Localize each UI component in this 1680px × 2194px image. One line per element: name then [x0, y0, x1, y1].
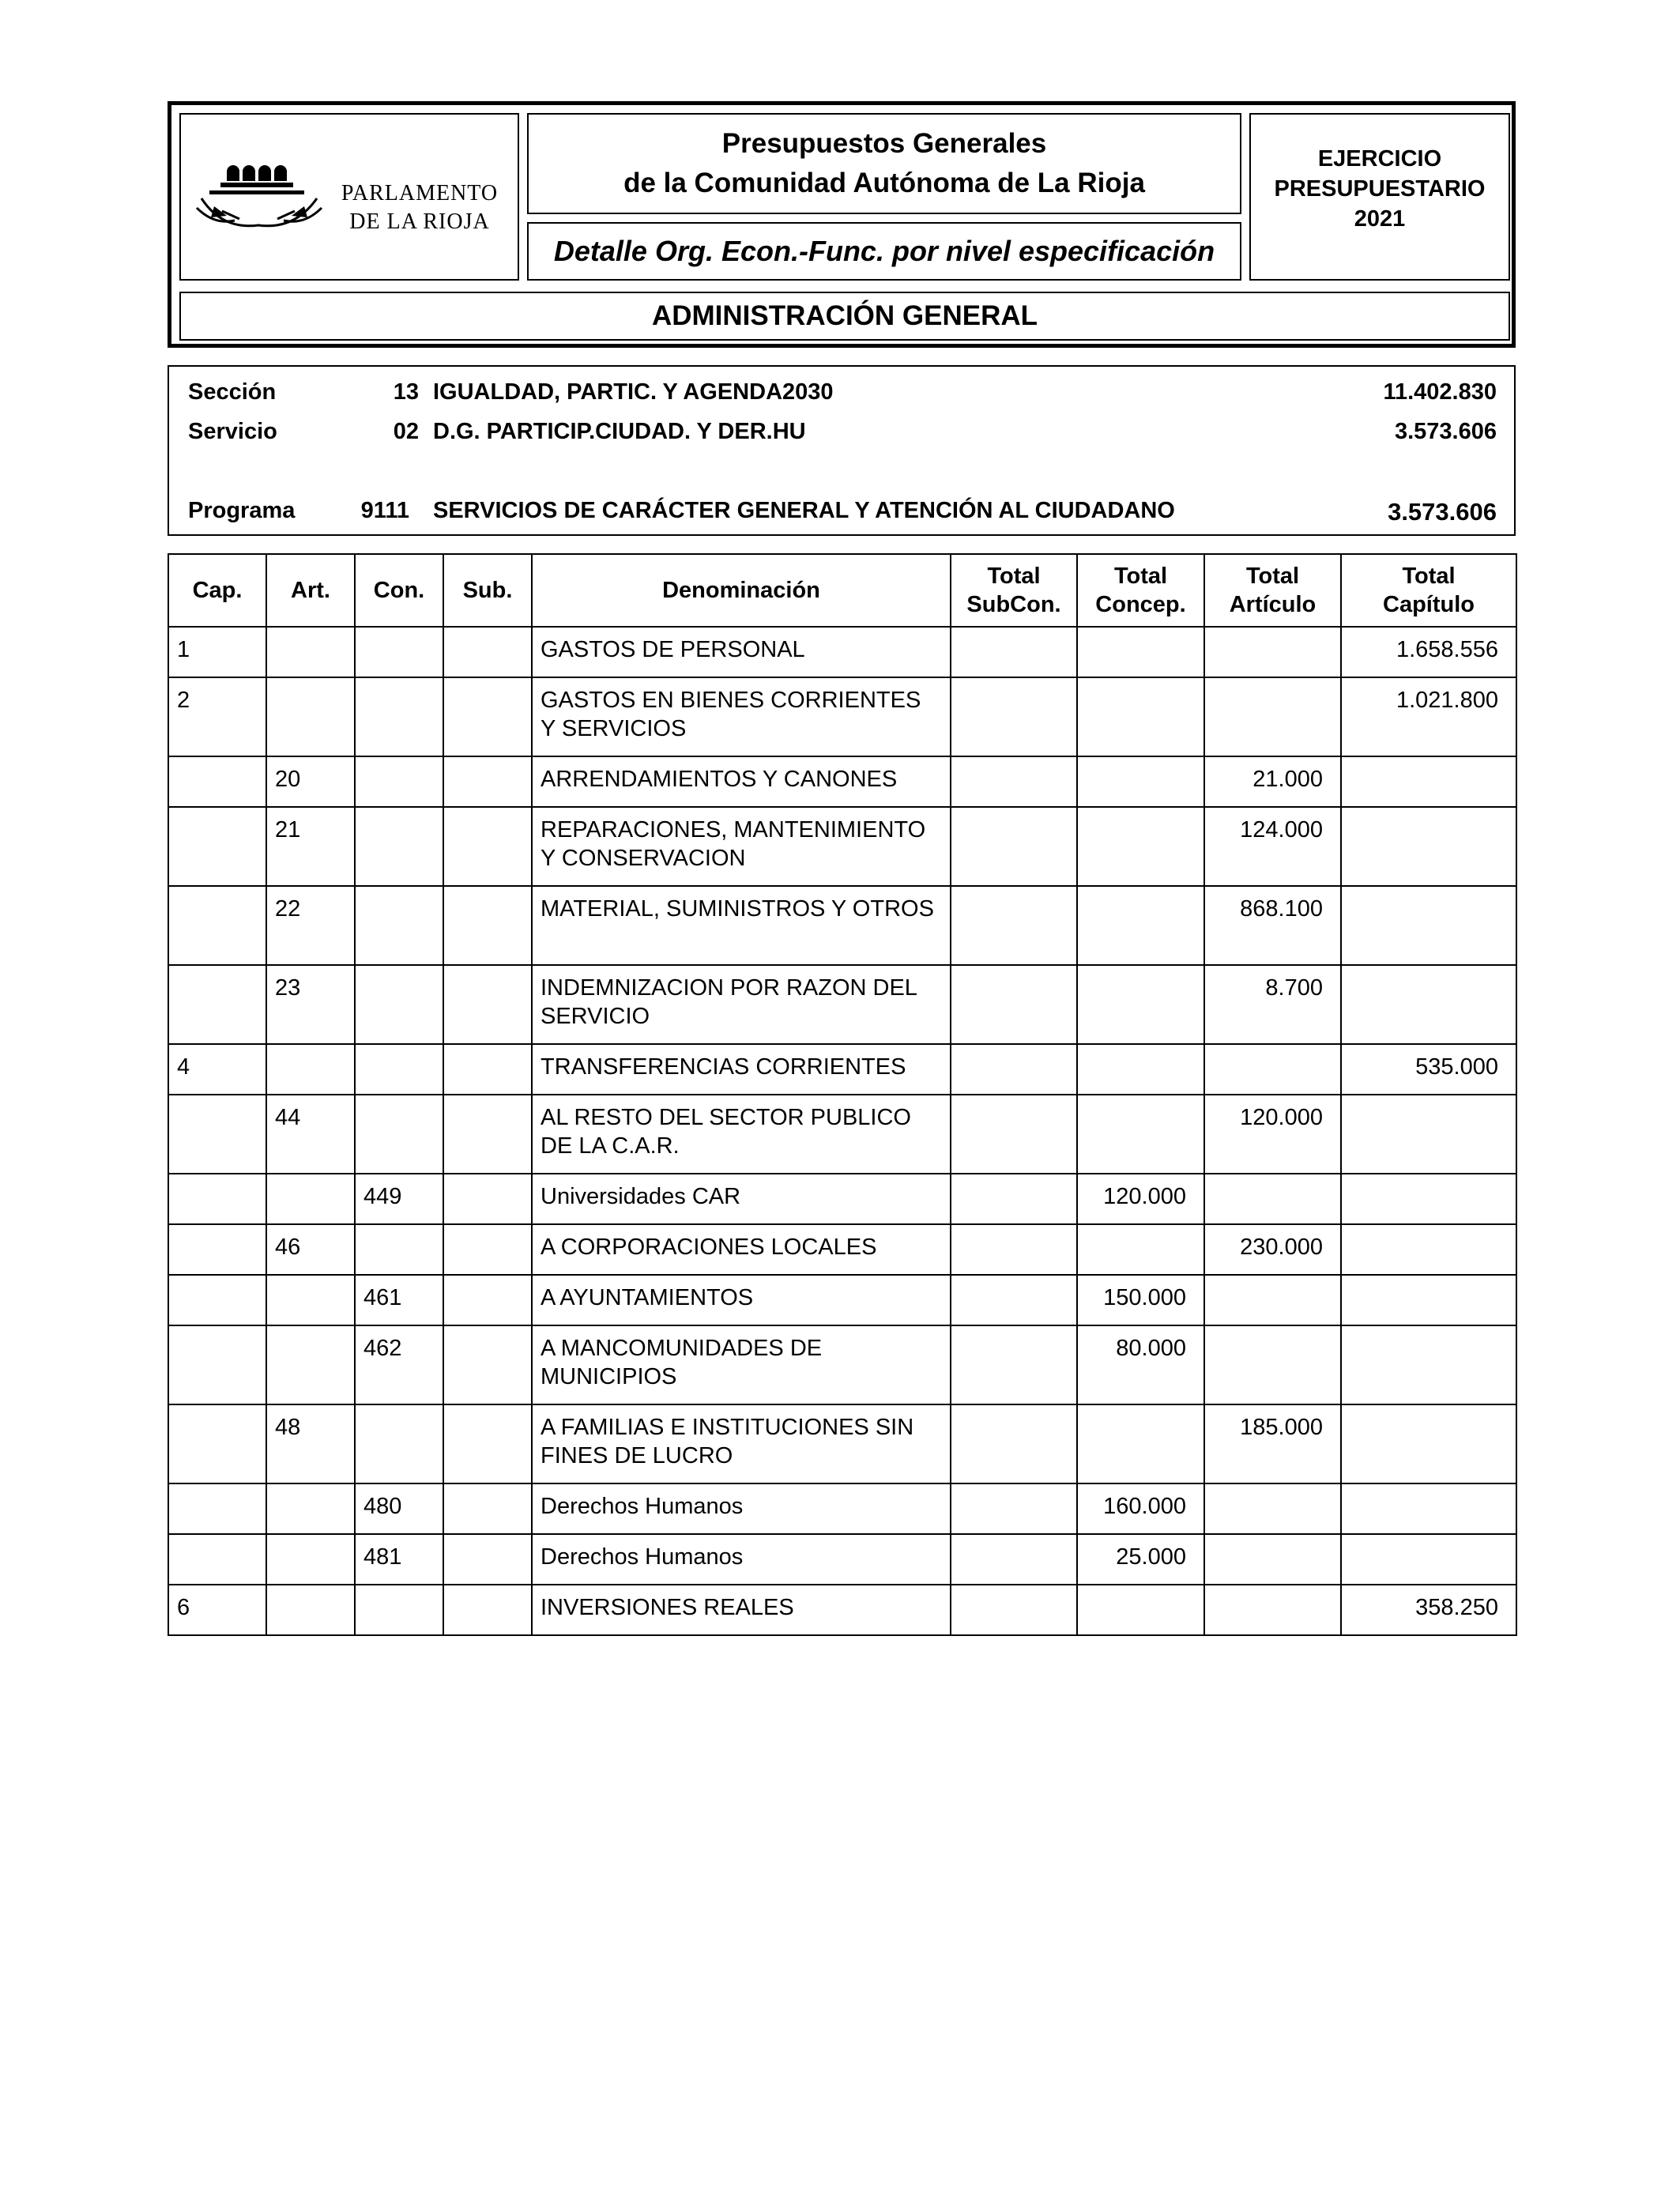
cell-denominacion: INDEMNIZACION POR RAZON DEL SERVICIO	[532, 965, 951, 1044]
cell-con: 480	[355, 1483, 443, 1534]
cell-total-subcon	[951, 1483, 1077, 1534]
cell-total-concep: 80.000	[1077, 1325, 1204, 1404]
cell-denominacion: INVERSIONES REALES	[532, 1585, 951, 1635]
programa-row	[169, 498, 1514, 530]
servicio-amount: 3.573.606	[1394, 419, 1497, 444]
seccion-row	[169, 379, 1514, 411]
cell-con	[355, 1044, 443, 1095]
cell-con	[355, 1095, 443, 1174]
parliament-emblem-icon	[190, 143, 333, 238]
cell-denominacion: AL RESTO DEL SECTOR PUBLICO DE LA C.A.R.	[532, 1095, 951, 1174]
header-articulo-line-1: Total	[1245, 564, 1300, 589]
cell-denominacion: GASTOS EN BIENES CORRIENTES Y SERVICIOS	[532, 677, 951, 756]
cell-total-articulo: 120.000	[1204, 1095, 1341, 1174]
cell-con	[355, 677, 443, 756]
header-concep-line-2: Concep.	[1095, 592, 1186, 617]
table-row	[168, 886, 1516, 965]
table-row	[168, 1404, 1516, 1483]
header-con: Con.	[355, 554, 443, 627]
cell-art: 21	[266, 807, 355, 886]
cell-sub	[443, 1095, 532, 1174]
cell-con	[355, 886, 443, 965]
cell-total-subcon	[951, 807, 1077, 886]
cell-cap	[168, 1483, 266, 1534]
cell-total-capitulo	[1341, 756, 1516, 807]
table-row	[168, 1325, 1516, 1404]
cell-total-articulo	[1204, 1044, 1341, 1095]
cell-sub	[443, 1224, 532, 1275]
header-cap: Cap.	[168, 554, 266, 627]
cell-art	[266, 627, 355, 677]
cell-cap	[168, 886, 266, 965]
budget-table	[168, 553, 1517, 1636]
cell-total-articulo	[1204, 627, 1341, 677]
table-row	[168, 1585, 1516, 1635]
cell-con	[355, 1404, 443, 1483]
programa-amount: 3.573.606	[1388, 498, 1497, 526]
cell-total-concep: 150.000	[1077, 1275, 1204, 1325]
header-concep-line-1: Total	[1113, 564, 1168, 589]
table-row	[168, 677, 1516, 756]
table-row	[168, 1044, 1516, 1095]
cell-total-articulo	[1204, 1275, 1341, 1325]
cell-total-concep	[1077, 807, 1204, 886]
cell-sub	[443, 965, 532, 1044]
header-total-subcon	[951, 554, 1077, 627]
table-row	[168, 1174, 1516, 1224]
cell-art	[266, 677, 355, 756]
cell-cap: 1	[168, 627, 266, 677]
cell-total-subcon	[951, 677, 1077, 756]
cell-art	[266, 1044, 355, 1095]
cell-total-capitulo	[1341, 1275, 1516, 1325]
year-line-1: EJERCICIO	[1317, 146, 1442, 172]
document-subtitle	[527, 222, 1241, 281]
cell-denominacion: A FAMILIAS E INSTITUCIONES SIN FINES DE LUCRO	[532, 1404, 951, 1483]
cell-denominacion: ARRENDAMIENTOS Y CANONES	[532, 756, 951, 807]
cell-total-capitulo: 535.000	[1341, 1044, 1516, 1095]
cell-total-capitulo	[1341, 1095, 1516, 1174]
header-articulo-line-2: Artículo	[1229, 592, 1317, 617]
administration-text: ADMINISTRACIÓN GENERAL	[651, 300, 1038, 331]
header-sub: Sub.	[443, 554, 532, 627]
cell-art: 22	[266, 886, 355, 965]
cell-total-concep	[1077, 1585, 1204, 1635]
cell-total-subcon	[951, 1325, 1077, 1404]
cell-total-articulo	[1204, 1585, 1341, 1635]
cell-art	[266, 1275, 355, 1325]
cell-sub	[443, 627, 532, 677]
cell-cap	[168, 756, 266, 807]
cell-sub	[443, 1044, 532, 1095]
cell-total-capitulo	[1341, 1404, 1516, 1483]
table-row	[168, 756, 1516, 807]
seccion-name: IGUALDAD, PARTIC. Y AGENDA2030	[433, 379, 834, 405]
logo-wordmark	[331, 179, 508, 236]
cell-total-concep	[1077, 1044, 1204, 1095]
cell-total-subcon	[951, 627, 1077, 677]
cell-con	[355, 756, 443, 807]
header-subcon-line-2: SubCon.	[966, 592, 1061, 617]
cell-total-concep	[1077, 886, 1204, 965]
cell-total-subcon	[951, 1224, 1077, 1275]
cell-denominacion: Derechos Humanos	[532, 1534, 951, 1585]
cell-art	[266, 1534, 355, 1585]
cell-art: 23	[266, 965, 355, 1044]
seccion-amount: 11.402.830	[1383, 379, 1497, 405]
cell-sub	[443, 1585, 532, 1635]
cell-total-articulo	[1204, 1174, 1341, 1224]
cell-total-subcon	[951, 1044, 1077, 1095]
cell-total-capitulo: 358.250	[1341, 1585, 1516, 1635]
cell-denominacion: MATERIAL, SUMINISTROS Y OTROS	[532, 886, 951, 965]
cell-denominacion: Derechos Humanos	[532, 1483, 951, 1534]
cell-total-articulo: 124.000	[1204, 807, 1341, 886]
cell-denominacion: Universidades CAR	[532, 1174, 951, 1224]
programa-label: Programa	[188, 498, 296, 523]
cell-total-articulo	[1204, 1483, 1341, 1534]
cell-total-capitulo	[1341, 1174, 1516, 1224]
table-row	[168, 1275, 1516, 1325]
header-total-concep	[1077, 554, 1204, 627]
cell-total-articulo: 8.700	[1204, 965, 1341, 1044]
cell-total-concep	[1077, 1095, 1204, 1174]
logo-line-1: PARLAMENTO	[341, 181, 499, 205]
cell-cap	[168, 1404, 266, 1483]
cell-cap	[168, 1224, 266, 1275]
cell-total-subcon	[951, 1585, 1077, 1635]
document-header	[168, 101, 1516, 348]
title-line-2: de la Comunidad Autónoma de La Rioja	[623, 168, 1145, 198]
cell-sub	[443, 677, 532, 756]
cell-total-capitulo	[1341, 807, 1516, 886]
cell-total-capitulo	[1341, 1224, 1516, 1275]
servicio-row	[169, 419, 1514, 450]
cell-total-subcon	[951, 1534, 1077, 1585]
fiscal-year-panel	[1249, 113, 1510, 281]
cell-total-articulo: 868.100	[1204, 886, 1341, 965]
cell-total-concep	[1077, 1224, 1204, 1275]
seccion-code: 13	[393, 379, 419, 405]
cell-art	[266, 1585, 355, 1635]
cell-sub	[443, 1325, 532, 1404]
cell-con	[355, 807, 443, 886]
table-row	[168, 627, 1516, 677]
cell-sub	[443, 1534, 532, 1585]
cell-total-concep	[1077, 627, 1204, 677]
cell-art: 48	[266, 1404, 355, 1483]
cell-total-capitulo: 1.021.800	[1341, 677, 1516, 756]
cell-cap: 4	[168, 1044, 266, 1095]
cell-art: 44	[266, 1095, 355, 1174]
cell-total-subcon	[951, 1404, 1077, 1483]
header-capitulo-line-2: Capítulo	[1383, 592, 1475, 617]
seccion-label: Sección	[188, 379, 277, 405]
cell-denominacion: REPARACIONES, MANTENIMIENTO Y CONSERVACION	[532, 807, 951, 886]
cell-total-subcon	[951, 1174, 1077, 1224]
cell-denominacion: TRANSFERENCIAS CORRIENTES	[532, 1044, 951, 1095]
cell-con	[355, 627, 443, 677]
cell-total-articulo: 185.000	[1204, 1404, 1341, 1483]
cell-total-concep	[1077, 677, 1204, 756]
cell-total-capitulo	[1341, 886, 1516, 965]
cell-sub	[443, 886, 532, 965]
header-denominacion: Denominación	[532, 554, 951, 627]
cell-total-capitulo	[1341, 965, 1516, 1044]
cell-denominacion: A MANCOMUNIDADES DE MUNICIPIOS	[532, 1325, 951, 1404]
document-title	[527, 113, 1241, 214]
table-row	[168, 1483, 1516, 1534]
cell-total-articulo: 21.000	[1204, 756, 1341, 807]
cell-total-articulo	[1204, 1325, 1341, 1404]
cell-con	[355, 1224, 443, 1275]
cell-sub	[443, 1275, 532, 1325]
cell-total-concep: 25.000	[1077, 1534, 1204, 1585]
cell-cap	[168, 807, 266, 886]
cell-cap	[168, 1275, 266, 1325]
title-line-1: Presupuestos Generales	[721, 128, 1047, 159]
cell-denominacion: GASTOS DE PERSONAL	[532, 627, 951, 677]
header-subcon-line-1: Total	[987, 564, 1041, 589]
cell-total-concep	[1077, 965, 1204, 1044]
cell-total-capitulo	[1341, 1534, 1516, 1585]
cell-cap	[168, 965, 266, 1044]
cell-con	[355, 965, 443, 1044]
cell-cap	[168, 1325, 266, 1404]
cell-total-concep	[1077, 1404, 1204, 1483]
cell-total-subcon	[951, 1275, 1077, 1325]
cell-con	[355, 1585, 443, 1635]
cell-art: 46	[266, 1224, 355, 1275]
cell-total-concep: 160.000	[1077, 1483, 1204, 1534]
table-row	[168, 1224, 1516, 1275]
servicio-label: Servicio	[188, 419, 277, 444]
table-row	[168, 965, 1516, 1044]
cell-art	[266, 1483, 355, 1534]
table-row	[168, 1095, 1516, 1174]
cell-con: 462	[355, 1325, 443, 1404]
cell-sub	[443, 756, 532, 807]
cell-total-articulo	[1204, 677, 1341, 756]
cell-total-subcon	[951, 1095, 1077, 1174]
header-capitulo-line-1: Total	[1402, 564, 1456, 589]
year-line-2: PRESUPUESTARIO	[1274, 176, 1486, 202]
servicio-name: D.G. PARTICIP.CIUDAD. Y DER.HU	[433, 419, 806, 444]
cell-sub	[443, 1174, 532, 1224]
cell-total-subcon	[951, 965, 1077, 1044]
table-header-row	[168, 554, 1516, 627]
section-summary	[168, 365, 1516, 536]
cell-total-subcon	[951, 886, 1077, 965]
header-art: Art.	[266, 554, 355, 627]
cell-total-capitulo	[1341, 1325, 1516, 1404]
cell-sub	[443, 1483, 532, 1534]
cell-cap	[168, 1095, 266, 1174]
cell-con: 481	[355, 1534, 443, 1585]
cell-sub	[443, 807, 532, 886]
cell-cap: 2	[168, 677, 266, 756]
cell-art	[266, 1325, 355, 1404]
logo-panel	[179, 113, 519, 281]
cell-total-capitulo: 1.658.556	[1341, 627, 1516, 677]
cell-cap: 6	[168, 1585, 266, 1635]
cell-cap	[168, 1174, 266, 1224]
cell-art: 20	[266, 756, 355, 807]
header-total-capitulo	[1341, 554, 1516, 627]
cell-sub	[443, 1404, 532, 1483]
cell-total-concep: 120.000	[1077, 1174, 1204, 1224]
cell-denominacion: A AYUNTAMIENTOS	[532, 1275, 951, 1325]
table-row	[168, 1534, 1516, 1585]
programa-code: 9111	[360, 498, 409, 523]
servicio-code: 02	[393, 419, 419, 444]
cell-total-articulo	[1204, 1534, 1341, 1585]
cell-denominacion: A CORPORACIONES LOCALES	[532, 1224, 951, 1275]
cell-art	[266, 1174, 355, 1224]
cell-total-articulo: 230.000	[1204, 1224, 1341, 1275]
subtitle-text: Detalle Org. Econ.-Func. por nivel especificación	[553, 235, 1215, 267]
administration-banner	[179, 292, 1510, 341]
programa-name: SERVICIOS DE CARÁCTER GENERAL Y ATENCIÓN AL CIUDADANO	[433, 498, 1175, 523]
cell-total-concep	[1077, 756, 1204, 807]
header-total-articulo	[1204, 554, 1341, 627]
cell-total-subcon	[951, 756, 1077, 807]
cell-total-capitulo	[1341, 1483, 1516, 1534]
cell-con: 449	[355, 1174, 443, 1224]
cell-cap	[168, 1534, 266, 1585]
cell-con: 461	[355, 1275, 443, 1325]
logo-line-2: DE LA RIOJA	[349, 209, 490, 234]
table-row	[168, 807, 1516, 886]
year-value: 2021	[1354, 206, 1406, 232]
